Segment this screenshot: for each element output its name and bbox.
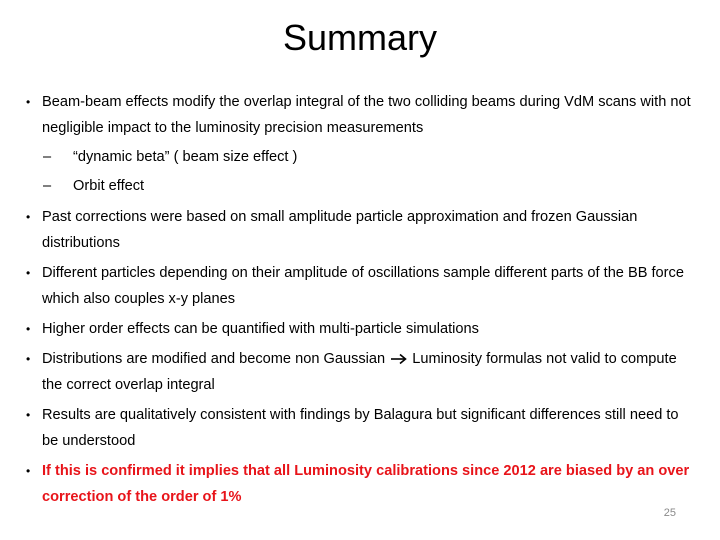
- right-arrow-icon: [390, 353, 407, 365]
- bullet-text: Past corrections were based on small amplitude particle approximation and frozen Gaussian distributions: [42, 209, 638, 251]
- bullet-marker: •: [26, 210, 31, 224]
- bullet-marker: •: [26, 95, 31, 109]
- bullet-marker: •: [26, 266, 31, 280]
- bullet-text: Results are qualitatively consistent with findings by Balagura but significant differences still need to be understood: [42, 407, 679, 449]
- sub-bullet-text: Orbit effect: [73, 178, 145, 194]
- bullet-item: [26, 402, 698, 454]
- dash-marker: –: [43, 149, 52, 165]
- sub-bullet-item: [43, 144, 693, 170]
- bullet-marker: •: [26, 464, 31, 478]
- slide-title: Summary: [282, 17, 438, 58]
- bullet-item: [26, 316, 698, 342]
- bullet-item: [26, 89, 698, 141]
- bullet-marker: •: [26, 408, 31, 422]
- bullet-text: Beam-beam effects modify the overlap integral of the two colliding beams during VdM scans with not negligible impact to the luminosity precision measurements: [42, 94, 691, 136]
- bullet-item: [26, 260, 698, 312]
- sub-bullet-item: [43, 173, 693, 199]
- bullet-text: Different particles depending on their amplitude of oscillations sample different parts of the BB force which also couples x-y planes: [42, 265, 684, 307]
- dash-marker: –: [43, 178, 52, 194]
- bullet-text-highlight: If this is confirmed it implies that all Luminosity calibrations since 2012 are biased by an over correction of the order of 1%: [42, 463, 690, 505]
- sub-bullet-text: “dynamic beta” ( beam size effect ): [73, 149, 298, 165]
- bullet-marker: •: [26, 322, 31, 336]
- bullet-item: [26, 346, 698, 398]
- bullet-text-before-arrow: Distributions are modified and become non Gaussian: [42, 351, 386, 367]
- page-number: 25: [663, 507, 676, 519]
- bullet-text: Higher order effects can be quantified with multi-particle simulations: [42, 321, 479, 337]
- bullet-item-highlight: [26, 458, 698, 510]
- bullet-marker: •: [26, 352, 31, 366]
- bullet-text-after-arrow: Luminosity formulas not valid to compute the correct overlap integral: [42, 351, 677, 393]
- bullet-item: [26, 204, 698, 256]
